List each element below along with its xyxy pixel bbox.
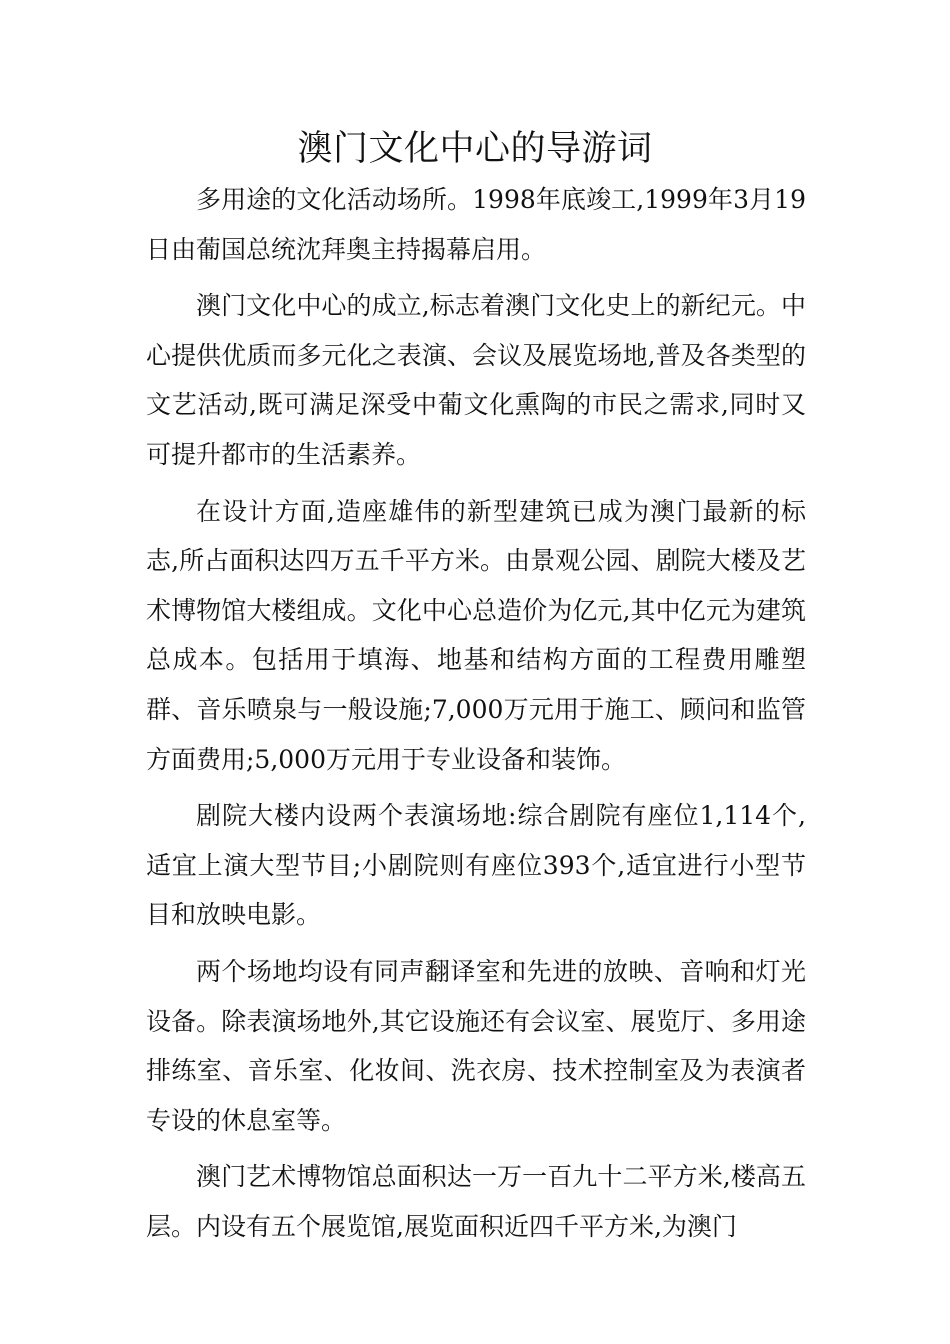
paragraph-1: 多用途的文化活动场所。1998年底竣工,1999年3月19日由葡国总统沈拜奥主持揭幕启用。: [146, 185, 806, 264]
document-body: [146, 175, 806, 1258]
paragraph-5: 两个场地均设有同声翻译室和先进的放映、音响和灯光设备。除表演场地外,其它设施还有会议室、展览厅、多用途排练室、音乐室、化妆间、洗衣房、技术控制室及为表演者专设的休息室等。: [146, 956, 806, 1135]
paragraph-3: 在设计方面,造座雄伟的新型建筑已成为澳门最新的标志,所占面积达四万五千平方米。由景观公园、剧院大楼及艺术博物馆大楼组成。文化中心总造价为亿元,其中亿元为建筑总成本。包括用于填海、地基和结构方面的工程费用雕塑群、音乐喷泉与一般设施;7,000万元用于施工、顾问和监管方面费用;5,000万元用于专业设备和装饰。: [146, 496, 806, 774]
paragraph-2: 澳门文化中心的成立,标志着澳门文化史上的新纪元。中心提供优质而多元化之表演、会议及展览场地,普及各类型的文艺活动,既可满足深受中葡文化熏陶的市民之需求,同时又可提升都市的生活素养。: [146, 291, 806, 469]
document-title: 澳门文化中心的导游词: [297, 129, 653, 169]
paragraph-6: 澳门艺术博物馆总面积达一万一百九十二平方米,楼高五层。内设有五个展览馆,展览面积近四千平方米,为澳门: [146, 1162, 806, 1241]
paragraph-4: 剧院大楼内设两个表演场地:综合剧院有座位1,114个,适宜上演大型节目;小剧院则有座位393个,适宜进行小型节目和放映电影。: [146, 801, 806, 930]
